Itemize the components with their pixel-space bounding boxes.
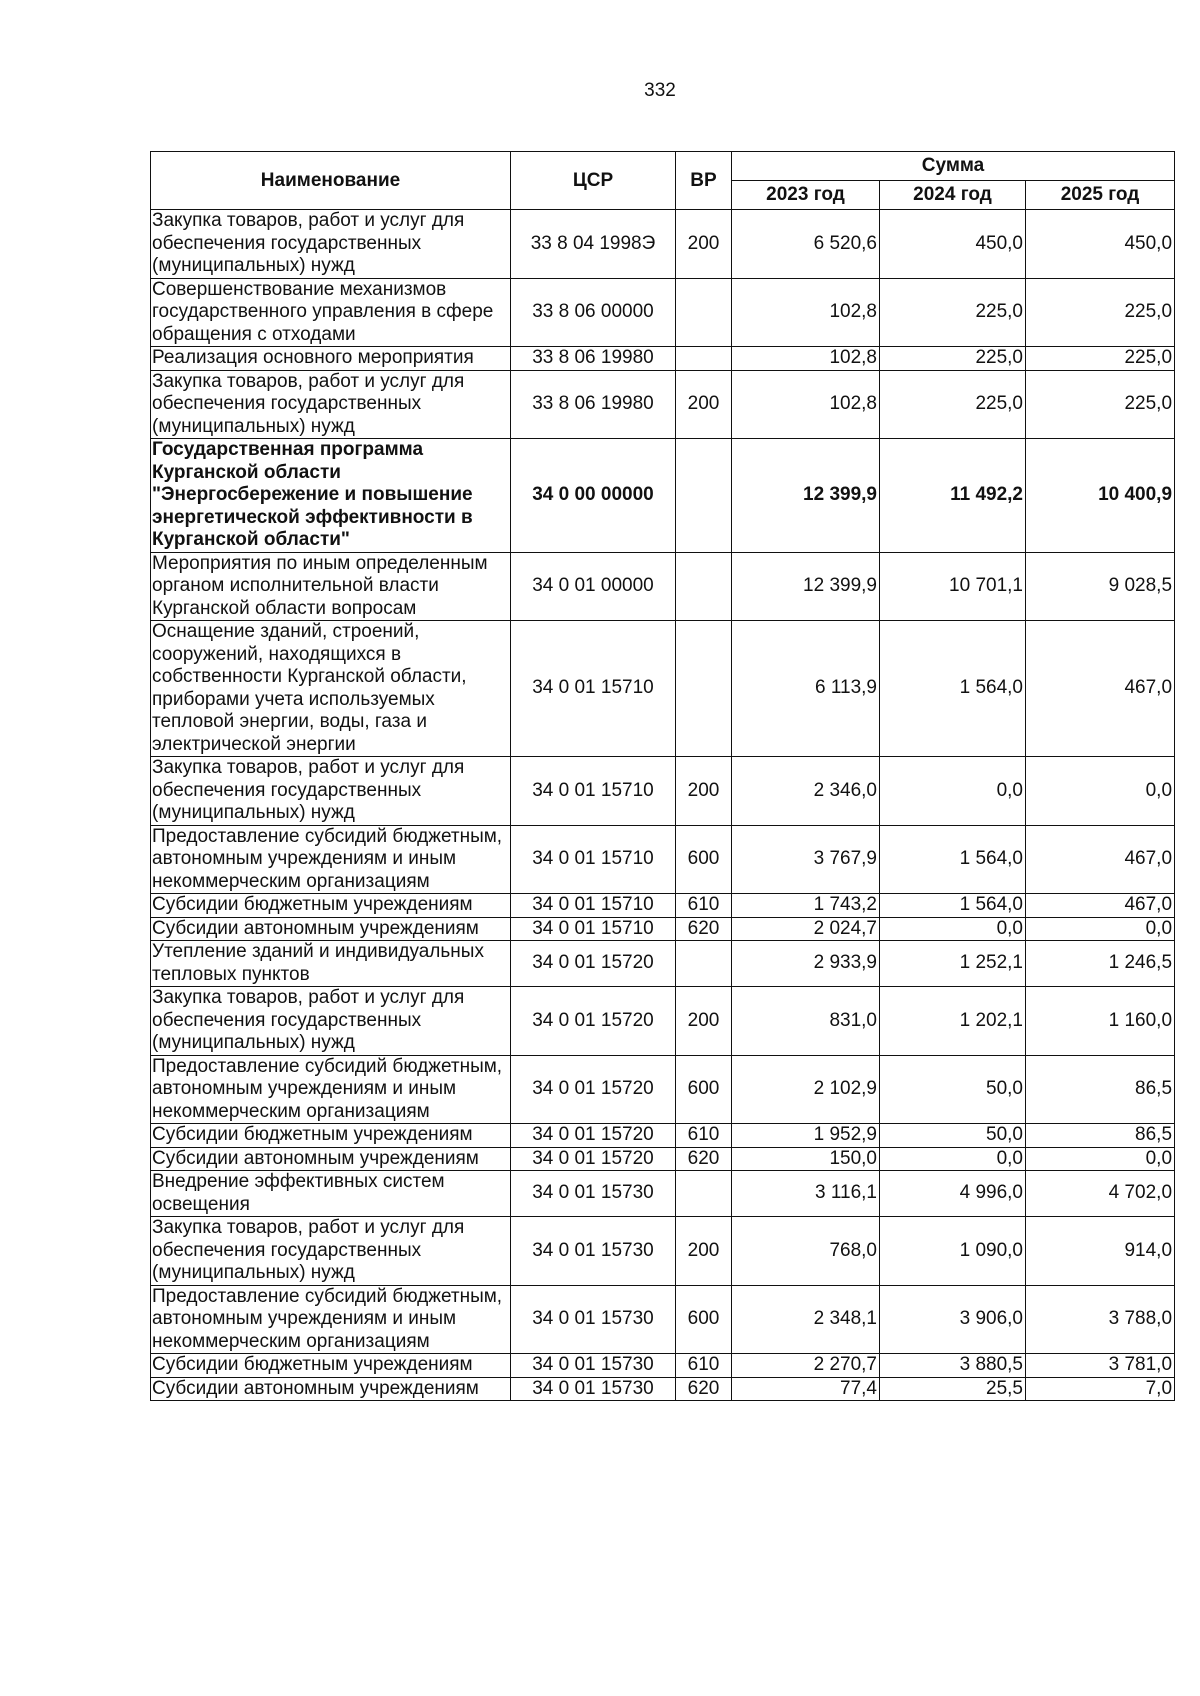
- row-value-2024-cell: 0,0: [880, 757, 1026, 826]
- row-csr-cell: 34 0 01 15720: [511, 1124, 676, 1148]
- row-value-2025-cell: 86,5: [1026, 1055, 1175, 1124]
- row-value-2025-cell: 10 400,9: [1026, 439, 1175, 553]
- row-value-2023-cell: 3 767,9: [732, 825, 880, 894]
- row-csr-cell: 34 0 01 15710: [511, 621, 676, 757]
- table-row: [151, 370, 1175, 439]
- row-csr-cell: 34 0 01 15730: [511, 1217, 676, 1286]
- row-value-2024-cell: 225,0: [880, 347, 1026, 371]
- table-row: [151, 1285, 1175, 1354]
- row-vr-cell: 600: [676, 1285, 732, 1354]
- table-row: [151, 1171, 1175, 1217]
- row-vr-cell: 620: [676, 1147, 732, 1171]
- row-value-2024-cell: 1 202,1: [880, 987, 1026, 1056]
- row-value-2025-cell: 1 160,0: [1026, 987, 1175, 1056]
- row-value-2024-cell: 50,0: [880, 1055, 1026, 1124]
- header-sum: Сумма: [732, 152, 1175, 181]
- page-number: 332: [644, 80, 676, 101]
- row-csr-cell: 34 0 01 15730: [511, 1285, 676, 1354]
- row-vr-cell: 200: [676, 757, 732, 826]
- row-value-2023-cell: 150,0: [732, 1147, 880, 1171]
- table-row: [151, 894, 1175, 918]
- row-value-2024-cell: 11 492,2: [880, 439, 1026, 553]
- table-body: [151, 210, 1175, 1401]
- row-value-2023-cell: 1 743,2: [732, 894, 880, 918]
- row-name-cell: Закупка товаров, работ и услуг для обеспечения государственных (муниципальных) нужд: [151, 370, 511, 439]
- row-value-2023-cell: 831,0: [732, 987, 880, 1056]
- row-value-2023-cell: 12 399,9: [732, 439, 880, 553]
- table-row: [151, 757, 1175, 826]
- row-value-2025-cell: 3 781,0: [1026, 1354, 1175, 1378]
- row-value-2025-cell: 467,0: [1026, 825, 1175, 894]
- row-csr-cell: 33 8 06 19980: [511, 347, 676, 371]
- row-vr-cell: 620: [676, 917, 732, 941]
- row-vr-cell: 200: [676, 370, 732, 439]
- row-vr-cell: [676, 439, 732, 553]
- table-row: [151, 210, 1175, 279]
- row-csr-cell: 33 8 04 1998Э: [511, 210, 676, 279]
- row-vr-cell: 600: [676, 825, 732, 894]
- table-row: [151, 987, 1175, 1056]
- row-value-2023-cell: 102,8: [732, 370, 880, 439]
- row-value-2023-cell: 768,0: [732, 1217, 880, 1286]
- row-value-2023-cell: 6 520,6: [732, 210, 880, 279]
- row-name-cell: Предоставление субсидий бюджетным, автономным учреждениям и иным некоммерческим организациям: [151, 1055, 511, 1124]
- row-value-2023-cell: 3 116,1: [732, 1171, 880, 1217]
- row-value-2024-cell: 50,0: [880, 1124, 1026, 1148]
- row-value-2025-cell: 467,0: [1026, 894, 1175, 918]
- row-value-2024-cell: 1 564,0: [880, 894, 1026, 918]
- row-csr-cell: 34 0 01 15710: [511, 894, 676, 918]
- table-row: [151, 1377, 1175, 1401]
- row-name-cell: Мероприятия по иным определенным органом исполнительной власти Курганской области вопросам: [151, 552, 511, 621]
- row-value-2023-cell: 102,8: [732, 347, 880, 371]
- header-csr: ЦСР: [511, 152, 676, 210]
- row-value-2025-cell: 0,0: [1026, 757, 1175, 826]
- row-name-cell: Субсидии автономным учреждениям: [151, 1377, 511, 1401]
- row-name-cell: Закупка товаров, работ и услуг для обеспечения государственных (муниципальных) нужд: [151, 757, 511, 826]
- row-csr-cell: 34 0 01 15720: [511, 1055, 676, 1124]
- row-value-2025-cell: 467,0: [1026, 621, 1175, 757]
- table-row: [151, 1124, 1175, 1148]
- row-name-cell: Внедрение эффективных систем освещения: [151, 1171, 511, 1217]
- row-csr-cell: 34 0 01 15730: [511, 1171, 676, 1217]
- row-value-2023-cell: 6 113,9: [732, 621, 880, 757]
- row-value-2023-cell: 2 102,9: [732, 1055, 880, 1124]
- row-value-2023-cell: 2 024,7: [732, 917, 880, 941]
- header-name: Наименование: [151, 152, 511, 210]
- row-name-cell: Реализация основного мероприятия: [151, 347, 511, 371]
- row-vr-cell: 610: [676, 1354, 732, 1378]
- row-vr-cell: [676, 347, 732, 371]
- row-value-2025-cell: 0,0: [1026, 917, 1175, 941]
- table-header: [151, 152, 1175, 210]
- row-value-2025-cell: 1 246,5: [1026, 941, 1175, 987]
- row-value-2025-cell: 9 028,5: [1026, 552, 1175, 621]
- row-vr-cell: [676, 621, 732, 757]
- row-vr-cell: [676, 941, 732, 987]
- table-row: [151, 1354, 1175, 1378]
- row-name-cell: Предоставление субсидий бюджетным, автономным учреждениям и иным некоммерческим организациям: [151, 825, 511, 894]
- row-value-2024-cell: 225,0: [880, 370, 1026, 439]
- row-value-2025-cell: 225,0: [1026, 278, 1175, 347]
- row-name-cell: Предоставление субсидий бюджетным, автономным учреждениям и иным некоммерческим организациям: [151, 1285, 511, 1354]
- header-year-2025: 2025 год: [1026, 181, 1175, 210]
- row-vr-cell: 620: [676, 1377, 732, 1401]
- row-csr-cell: 34 0 01 15720: [511, 1147, 676, 1171]
- row-value-2023-cell: 2 346,0: [732, 757, 880, 826]
- row-name-cell: Совершенствование механизмов государственного управления в сфере обращения с отходами: [151, 278, 511, 347]
- row-vr-cell: 200: [676, 987, 732, 1056]
- row-value-2024-cell: 0,0: [880, 1147, 1026, 1171]
- header-vr: ВР: [676, 152, 732, 210]
- row-value-2024-cell: 1 252,1: [880, 941, 1026, 987]
- row-value-2024-cell: 3 906,0: [880, 1285, 1026, 1354]
- table-row: [151, 1217, 1175, 1286]
- row-value-2023-cell: 2 270,7: [732, 1354, 880, 1378]
- row-value-2023-cell: 12 399,9: [732, 552, 880, 621]
- row-value-2025-cell: 3 788,0: [1026, 1285, 1175, 1354]
- row-value-2023-cell: 102,8: [732, 278, 880, 347]
- row-vr-cell: 610: [676, 894, 732, 918]
- table-row: [151, 439, 1175, 553]
- row-vr-cell: 200: [676, 210, 732, 279]
- row-value-2023-cell: 2 933,9: [732, 941, 880, 987]
- row-name-cell: Закупка товаров, работ и услуг для обеспечения государственных (муниципальных) нужд: [151, 987, 511, 1056]
- row-name-cell: Субсидии бюджетным учреждениям: [151, 894, 511, 918]
- table-row: [151, 278, 1175, 347]
- row-name-cell: Субсидии бюджетным учреждениям: [151, 1354, 511, 1378]
- header-year-2024: 2024 год: [880, 181, 1026, 210]
- row-name-cell: Субсидии автономным учреждениям: [151, 917, 511, 941]
- table-row: [151, 1147, 1175, 1171]
- row-csr-cell: 33 8 06 19980: [511, 370, 676, 439]
- row-value-2025-cell: 0,0: [1026, 1147, 1175, 1171]
- row-csr-cell: 34 0 01 15720: [511, 941, 676, 987]
- row-value-2025-cell: 225,0: [1026, 370, 1175, 439]
- row-value-2025-cell: 86,5: [1026, 1124, 1175, 1148]
- row-value-2024-cell: 0,0: [880, 917, 1026, 941]
- row-vr-cell: [676, 278, 732, 347]
- row-value-2024-cell: 25,5: [880, 1377, 1026, 1401]
- table-row: [151, 1055, 1175, 1124]
- row-vr-cell: 610: [676, 1124, 732, 1148]
- row-csr-cell: 34 0 00 00000: [511, 439, 676, 553]
- row-value-2024-cell: 1 564,0: [880, 621, 1026, 757]
- row-value-2023-cell: 77,4: [732, 1377, 880, 1401]
- row-name-cell: Субсидии автономным учреждениям: [151, 1147, 511, 1171]
- row-csr-cell: 34 0 01 15710: [511, 825, 676, 894]
- row-vr-cell: 200: [676, 1217, 732, 1286]
- row-value-2023-cell: 1 952,9: [732, 1124, 880, 1148]
- row-csr-cell: 34 0 01 15720: [511, 987, 676, 1056]
- header-year-2023: 2023 год: [732, 181, 880, 210]
- row-value-2025-cell: 7,0: [1026, 1377, 1175, 1401]
- row-name-cell: Закупка товаров, работ и услуг для обеспечения государственных (муниципальных) нужд: [151, 210, 511, 279]
- row-value-2025-cell: 450,0: [1026, 210, 1175, 279]
- row-value-2024-cell: 1 564,0: [880, 825, 1026, 894]
- row-value-2025-cell: 225,0: [1026, 347, 1175, 371]
- row-value-2024-cell: 225,0: [880, 278, 1026, 347]
- table-row: [151, 621, 1175, 757]
- row-csr-cell: 34 0 01 15710: [511, 757, 676, 826]
- row-vr-cell: 600: [676, 1055, 732, 1124]
- row-value-2025-cell: 4 702,0: [1026, 1171, 1175, 1217]
- table-row: [151, 552, 1175, 621]
- row-name-cell: Субсидии бюджетным учреждениям: [151, 1124, 511, 1148]
- row-csr-cell: 33 8 06 00000: [511, 278, 676, 347]
- table-row: [151, 347, 1175, 371]
- row-value-2024-cell: 3 880,5: [880, 1354, 1026, 1378]
- row-csr-cell: 34 0 01 15730: [511, 1354, 676, 1378]
- budget-table: [150, 151, 1175, 1401]
- row-csr-cell: 34 0 01 15730: [511, 1377, 676, 1401]
- table-row: [151, 825, 1175, 894]
- row-name-cell: Утепление зданий и индивидуальных тепловых пунктов: [151, 941, 511, 987]
- row-vr-cell: [676, 552, 732, 621]
- row-name-cell: Государственная программа Курганской области "Энергосбережение и повышение энергетической эффективности в Курганской области": [151, 439, 511, 553]
- row-csr-cell: 34 0 01 00000: [511, 552, 676, 621]
- row-value-2024-cell: 4 996,0: [880, 1171, 1026, 1217]
- row-value-2025-cell: 914,0: [1026, 1217, 1175, 1286]
- row-name-cell: Закупка товаров, работ и услуг для обеспечения государственных (муниципальных) нужд: [151, 1217, 511, 1286]
- row-value-2023-cell: 2 348,1: [732, 1285, 880, 1354]
- row-value-2024-cell: 450,0: [880, 210, 1026, 279]
- table-row: [151, 941, 1175, 987]
- row-value-2024-cell: 1 090,0: [880, 1217, 1026, 1286]
- table-row: [151, 917, 1175, 941]
- row-vr-cell: [676, 1171, 732, 1217]
- row-value-2024-cell: 10 701,1: [880, 552, 1026, 621]
- row-name-cell: Оснащение зданий, строений, сооружений, находящихся в собственности Курганской области, приборами учета используемых тепловой энергии, воды, газа и электрической энергии: [151, 621, 511, 757]
- row-csr-cell: 34 0 01 15710: [511, 917, 676, 941]
